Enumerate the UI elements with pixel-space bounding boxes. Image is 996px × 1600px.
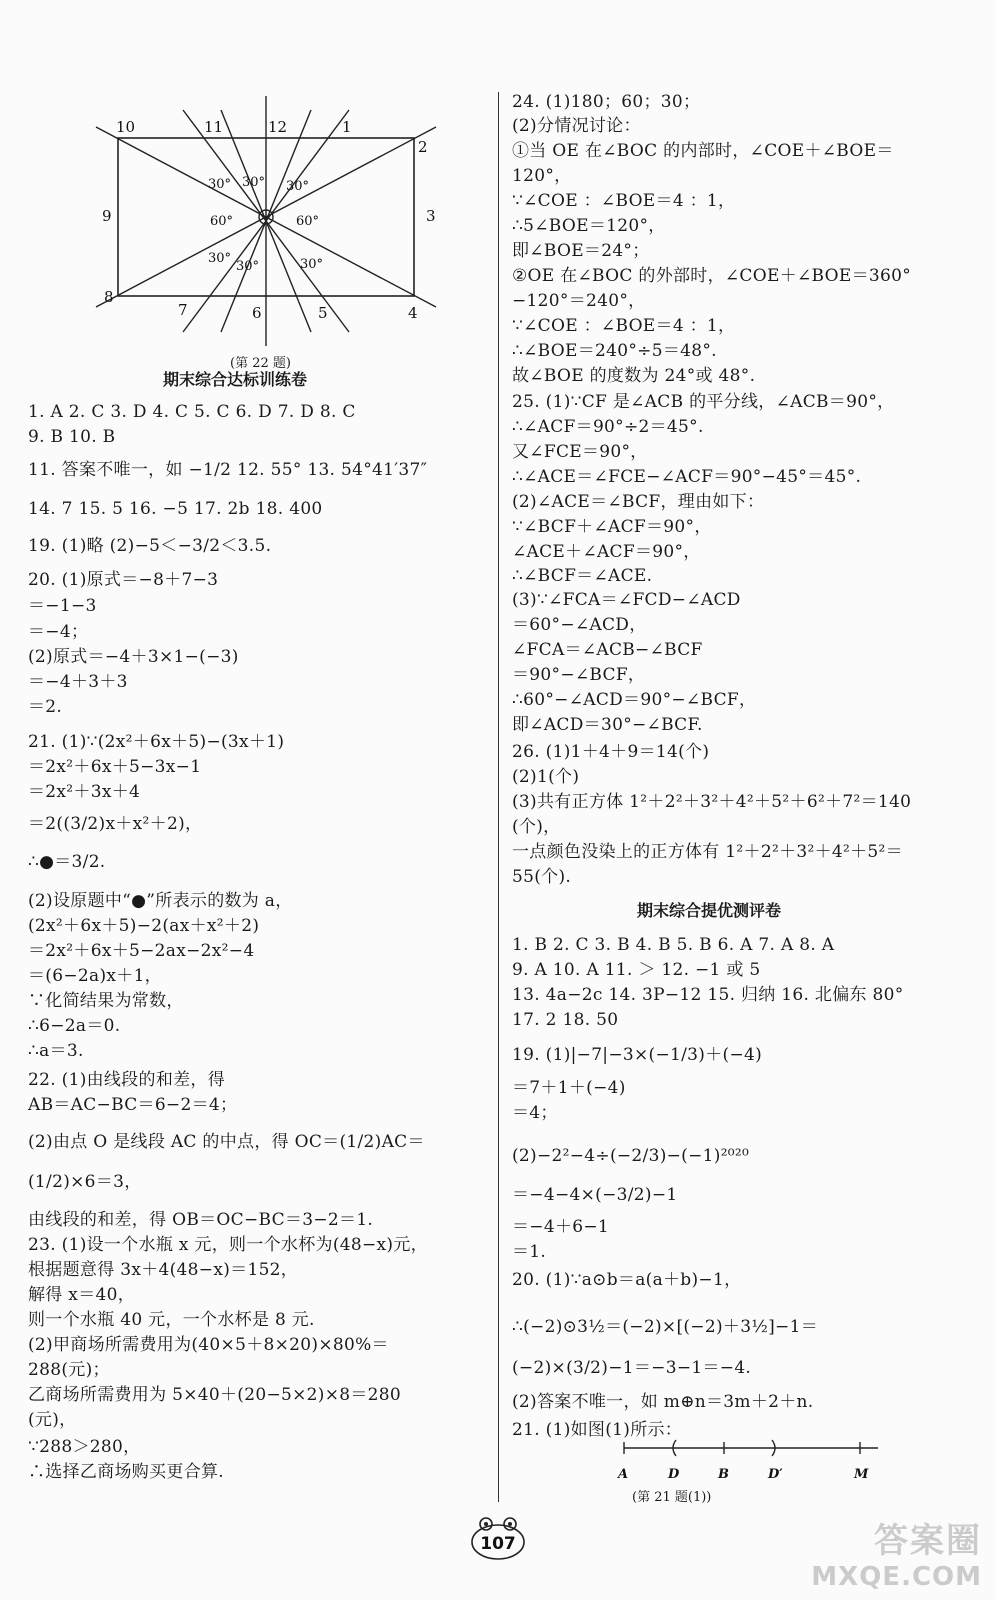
angle-label-lower-left: 30° — [208, 251, 232, 266]
answer-line: (2x²＋6x＋5)−2(ax＋x²＋2) — [28, 916, 260, 936]
angle-label-upper-mid: 30° — [242, 175, 266, 190]
watermark-url: MXQE.COM — [811, 1562, 982, 1592]
answer-line: (2)1(个) — [512, 767, 580, 787]
answer-line: ∴(−2)⊙3½＝(−2)×[(−2)＋3½]−1＝ — [512, 1317, 818, 1337]
section-title-final-review: 期末综合达标训练卷 — [163, 370, 308, 389]
answer-line: ∵∠BCF＋∠ACF＝90°， — [512, 517, 712, 537]
answer-line: (2)设原题中“●”所表示的数为 a， — [28, 891, 293, 911]
answer-line: ∴6−2a＝0. — [28, 1016, 121, 1036]
answer-line: (2)分情况讨论： — [512, 116, 641, 136]
answer-line: ∠ACE＋∠ACF＝90°， — [512, 542, 701, 562]
answer-line: (−2)×(3/2)−1＝−3−1＝−4. — [512, 1358, 752, 1378]
answer-line: (3)∵∠FCA＝∠FCD−∠ACD — [512, 590, 741, 610]
answer-line: 故∠BOE 的度数为 24°或 48°. — [512, 366, 756, 386]
answer-line: ＝(6−2a)x＋1， — [28, 966, 162, 986]
answer-line: 55(个). — [512, 867, 572, 887]
clock-number-7: 7 — [178, 301, 188, 319]
column-divider — [498, 92, 499, 1502]
clock-number-4: 4 — [408, 304, 418, 322]
answer-line: 21. (1)如图(1)所示： — [512, 1420, 683, 1440]
answer-line: 14. 7 15. 5 16. −5 17. 2b 18. 400 — [28, 499, 323, 519]
figure-21-caption: (第 21 题(1)) — [632, 1490, 712, 1505]
answer-line: ＝2x²＋6x＋5−3x−1 — [28, 757, 202, 777]
answer-line: ∴60°−∠ACD＝90°−∠BCF， — [512, 690, 757, 710]
clock-number-9: 9 — [102, 207, 112, 225]
site-watermark — [811, 1513, 982, 1592]
answer-line: 13. 4a−2c 14. 3P−12 15. 归纳 16. 北偏东 80° — [512, 985, 904, 1005]
clock-number-3: 3 — [426, 207, 436, 225]
answer-line: ∴∠BOE＝240°÷5＝48°. — [512, 341, 717, 361]
answer-line: 11. 答案不唯一，如 −1/2 12. 55° 13. 54°41′37″ — [28, 460, 428, 480]
angle-label-left: 60° — [210, 214, 234, 229]
point-label-D2: D′ — [768, 1467, 783, 1482]
answer-line: 22. (1)由线段的和差，得 — [28, 1070, 226, 1090]
page-number-badge — [468, 1512, 528, 1562]
answer-line: (个)， — [512, 817, 561, 837]
clock-number-8: 8 — [104, 288, 114, 306]
answer-line: ∴5∠BOE＝120°， — [512, 216, 666, 236]
answer-line: ＝2. — [28, 697, 63, 717]
answer-line: ＝2x²＋6x＋5−2ax−2x²−4 — [28, 941, 255, 961]
clock-number-1: 1 — [342, 118, 352, 136]
answer-line: (2)原式＝−4＋3×1−(−3) — [28, 647, 239, 667]
clock-number-11: 11 — [204, 118, 224, 136]
clock-number-2: 2 — [418, 138, 428, 156]
answer-line: −120°＝240°， — [512, 291, 646, 311]
answer-line: ＝−4＋3＋3 — [28, 672, 128, 692]
figure-22-clock-diagram — [28, 0, 490, 370]
answer-line: ＝2((3/2)x＋x²＋2)， — [28, 814, 203, 834]
answer-line: ∵化简结果为常数， — [28, 991, 184, 1011]
answer-line: ＝−1−3 — [28, 596, 97, 616]
answer-line: ∴●＝3/2. — [28, 852, 106, 872]
point-label-M: M — [854, 1467, 869, 1482]
answer-line: (2)−2²−4÷(−2/3)−(−1)²⁰²⁰ — [512, 1146, 750, 1166]
answer-line: 20. (1)原式＝−8＋7−3 — [28, 570, 219, 590]
watermark-title: 答案圈 — [874, 1521, 982, 1561]
answer-line: 19. (1)|−7|−3×(−1/3)＋(−4) — [512, 1045, 763, 1065]
answer-line: 根据题意得 3x＋4(48−x)＝152， — [28, 1260, 299, 1280]
answer-line: 26. (1)1＋4＋9＝14(个) — [512, 742, 710, 762]
angle-label-lower-right: 30° — [300, 257, 324, 272]
answer-line: 17. 2 18. 50 — [512, 1010, 619, 1030]
clock-number-5: 5 — [318, 304, 328, 322]
answer-line: (1/2)×6＝3， — [28, 1172, 142, 1192]
answer-line: (3)共有正方体 1²＋2²＋3²＋4²＋5²＋6²＋7²＝140 — [512, 792, 912, 812]
answer-line: ∵288＞280， — [28, 1437, 141, 1457]
answer-line: (2)答案不唯一，如 m⊕n＝3m＋2＋n. — [512, 1392, 814, 1412]
answer-line: 由线段的和差，得 OB＝OC−BC＝3−2＝1. — [28, 1210, 374, 1230]
answer-line: (元)， — [28, 1410, 77, 1430]
frog-page-icon — [468, 1512, 528, 1562]
answer-line: 1. B 2. C 3. B 4. B 5. B 6. A 7. A 8. A — [512, 935, 835, 955]
answer-line: 21. (1)∵(2x²＋6x＋5)−(3x＋1) — [28, 732, 285, 752]
answer-line: 又∠FCE＝90°， — [512, 442, 648, 462]
angle-label-right: 60° — [296, 214, 320, 229]
answer-line: ∵∠COE ：∠BOE＝4 ：1， — [512, 191, 736, 211]
answer-line: (2)甲商场所需费用为(40×5＋8×20)×80%＝ — [28, 1335, 389, 1355]
answer-line: AB＝AC−BC＝6−2＝4； — [28, 1095, 238, 1115]
answer-line: ＝1. — [512, 1242, 547, 1262]
point-label-B: B — [718, 1467, 729, 1482]
answer-line: 288(元)； — [28, 1360, 110, 1380]
figure-22-caption: (第 22 题) — [230, 356, 291, 371]
answer-line: 1. A 2. C 3. D 4. C 5. C 6. D 7. D 8. C — [28, 402, 356, 422]
angle-label-upper-right: 30° — [286, 179, 310, 194]
answer-line: ∴∠BCF＝∠ACE. — [512, 566, 653, 586]
clock-number-6: 6 — [252, 304, 262, 322]
answer-line: 20. (1)∵a⊙b＝a(a＋b)−1， — [512, 1270, 742, 1290]
answer-line: ＝−4； — [28, 622, 89, 642]
answer-line: 解得 x＝40， — [28, 1285, 136, 1305]
clock-rays — [96, 96, 436, 346]
answer-line: 9. A 10. A 11. ＞ 12. −1 或 5 — [512, 960, 761, 980]
answer-line: 乙商场所需费用为 5×40＋(20−5×2)×8＝280 — [28, 1385, 402, 1405]
answer-line: ②OE 在∠BOC 的外部时，∠COE＋∠BOE＝360° — [512, 266, 912, 286]
answer-line: ∠FCA＝∠ACB−∠BCF — [512, 640, 703, 660]
answer-line: 25. (1)∵CF 是∠ACB 的平分线，∠ACB＝90°， — [512, 392, 895, 412]
answer-line: ∴选择乙商场购买更合算. — [28, 1462, 225, 1482]
angle-label-upper-left: 30° — [208, 177, 232, 192]
clock-number-10: 10 — [116, 118, 136, 136]
angle-label-lower-mid: 30° — [236, 259, 260, 274]
answer-line: 9. B 10. B — [28, 427, 116, 447]
answer-line: 24. (1)180；60；30； — [512, 92, 701, 112]
section-title-final-test: 期末综合提优测评卷 — [637, 901, 782, 920]
answer-line: ∴∠ACF＝90°÷2＝45°. — [512, 417, 704, 437]
answer-line: 即∠ACD＝30°−∠BCF. — [512, 715, 703, 735]
answer-line: 19. (1)略 (2)−5＜−3/2＜3.5. — [28, 536, 272, 556]
point-label-A: A — [618, 1467, 629, 1482]
answer-line: ①当 OE 在∠BOC 的内部时，∠COE＋∠BOE＝ — [512, 141, 894, 161]
answer-line: 则一个水瓶 40 元，一个水杯是 8 元. — [28, 1310, 315, 1330]
answer-line: ∵∠COE ：∠BOE＝4 ：1， — [512, 316, 736, 336]
answer-line: ∴a＝3. — [28, 1041, 84, 1061]
answer-line: ＝90°−∠BCF， — [512, 665, 646, 685]
answer-line: ＝2x²＋3x＋4 — [28, 782, 141, 802]
clock-number-12: 12 — [268, 118, 288, 136]
answer-line: 120°， — [512, 166, 572, 186]
answer-line: ＝7＋1＋(−4) — [512, 1078, 626, 1098]
answer-line: ＝60°−∠ACD， — [512, 615, 647, 635]
answer-line: ∴∠ACE＝∠FCE−∠ACF＝90°−45°＝45°. — [512, 467, 862, 487]
point-label-D: D — [668, 1467, 680, 1482]
answer-line: (2)由点 O 是线段 AC 的中点，得 OC＝(1/2)AC＝ — [28, 1132, 425, 1152]
answer-line: ＝4； — [512, 1103, 558, 1123]
answer-line: ＝−4＋6−1 — [512, 1217, 610, 1237]
answer-line: 一点颜色没染上的正方体有 1²＋2²＋3²＋4²＋5²＝ — [512, 842, 903, 862]
answer-line: 23. (1)设一个水瓶 x 元，则一个水杯为(48−x)元， — [28, 1235, 428, 1255]
page-number: 107 — [480, 1534, 516, 1554]
answer-line: 即∠BOE＝24°； — [512, 241, 650, 261]
answer-line: ＝−4−4×(−3/2)−1 — [512, 1185, 678, 1205]
answer-line: (2)∠ACE＝∠BCF，理由如下： — [512, 492, 765, 512]
